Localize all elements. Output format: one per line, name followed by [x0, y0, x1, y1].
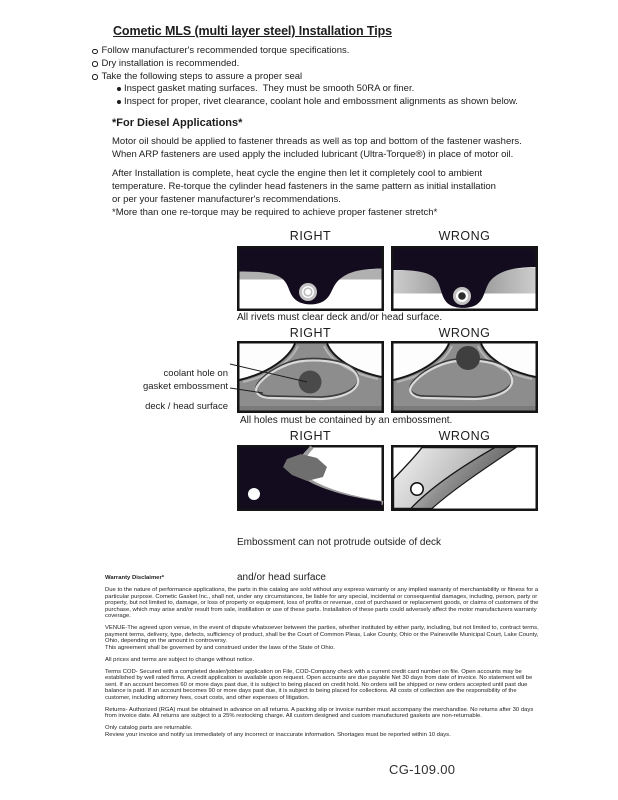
coolant-hole — [456, 346, 480, 370]
filled-dot-bullet-icon — [117, 100, 121, 104]
installation-tips-list — [92, 45, 518, 109]
diesel-applications-heading: *For Diesel Applications* — [112, 117, 243, 129]
label-line: deck / head surface — [145, 401, 228, 412]
legal-paragraph-venue: VENUE-The agreed upon venue, in the event of dispute whatsoever between the parties, whether instituted by either party, including, but not limited to, contract terms, payment terms, delivery, type, defects, sufficiency of product, shall be the Court of Common Pleas, Lake County, Ohio or the Painesville Municipal Court, Lake County, Ohio, depending on the amount in controversy. — [105, 625, 539, 644]
deck-edge-strip — [394, 406, 536, 411]
diesel-paragraph-1 — [112, 135, 522, 161]
wrong-label-row1: WRONG — [438, 229, 491, 243]
open-circle-bullet-icon — [92, 74, 98, 80]
list-item-text: Inspect for proper, rivet clearance, coolant hole and embossment alignments as shown below. — [124, 96, 518, 108]
gasket-embossment-label: gasket embossment — [142, 381, 228, 392]
paragraph-line: temperature. Re-torque the cylinder head fasteners in the same pattern as initial installation — [112, 181, 496, 193]
legal-paragraph-governing-law: This agreement shall be governed by and construed under the laws of the State of Ohio. — [105, 644, 335, 651]
list-item-text: Inspect gasket mating surfaces. They must be smooth 50RA or finer. — [124, 83, 415, 95]
legal-paragraph-warranty: Due to the nature of performance applications, the parts in this catalog are sold without any express warranty or any implied warranty of merchantability or fitness for a particular purpose. Cometic Gasket Inc., shall not, under any circumstances, be liable for any special, incidental or consequential damages, including, person, party or property, but not limited to, damage, or loss of property or equipment, loss of profits or revenue, cost of purchased or replacement goods, or claims of customers of the purchase, which may arise and/or result from sale, instillation or use of these parts. Installation of these parts could adversely affect the motor manufacturers warranty coverage. — [105, 587, 539, 619]
open-circle-bullet-icon — [92, 49, 98, 55]
diesel-paragraph-2 — [112, 167, 496, 207]
page-title: Cometic MLS (multi layer steel) Installation Tips — [113, 24, 392, 38]
list-item — [117, 83, 518, 96]
embossment-protrusion-right-diagram — [237, 445, 384, 511]
right-label-row3: RIGHT — [289, 429, 332, 443]
row2-caption: All holes must be contained by an embossment. — [240, 415, 453, 426]
rivet-icon — [299, 283, 317, 301]
list-item — [92, 71, 518, 84]
wrong-label-row3: WRONG — [438, 429, 491, 443]
row1-caption: All rivets must clear deck and/or head surface. — [237, 312, 443, 323]
list-item — [92, 58, 518, 71]
list-item — [92, 45, 518, 58]
embossment-protrusion-wrong-diagram — [391, 445, 538, 511]
legal-paragraph-terms: Terms COD- Secured with a completed dealer/jobber application on File, COD-Company check with a current credit card number on file. Open accounts may be established by well rated firms. A credit application is available upon request. Open accounts are due payable Net 30 days from date of invoice. No statement will be sent. If an account becomes 60 or more days past due, it is subject to being placed on credit hold. No orders will be shipped or new orders accepted until past due balance is paid. If an account becomes 90 or more days past due, it is subject to being placed for collections. All costs of collection are the responsibility of the customer, including attorney fees, court costs, and other expenses of litigation. — [105, 668, 533, 701]
embossment-leader-line — [230, 388, 263, 393]
rivet-icon — [453, 287, 471, 305]
list-item-text: Follow manufacturer's recommended torque specifications. — [101, 45, 350, 56]
embossment-containment-wrong-diagram — [391, 341, 538, 413]
paragraph-line: or per your fastener manufacturer's recommendations. — [112, 194, 341, 206]
rivet-clearance-wrong-diagram — [391, 246, 538, 311]
right-label-row2: RIGHT — [289, 326, 332, 340]
legal-paragraph-catalog-parts: Only catalog parts are returnable. — [105, 725, 193, 731]
list-item-text: Dry installation is recommended. — [101, 57, 240, 69]
retorque-note: *More than one re-torque may be required to achieve proper fastener stretch* — [112, 207, 438, 218]
caption-line: Embossment can not protrude outside of deck — [237, 537, 442, 548]
open-circle-bullet-icon — [92, 61, 98, 67]
document-code: CG-109.00 — [389, 762, 456, 777]
legal-paragraph-review-invoice: Review your invoice and notify us immediately of any incorrect or inaccurate information. Shortages must be reported within 10 days. — [105, 731, 451, 738]
legal-fine-print — [105, 575, 541, 738]
paragraph-line: When ARP fasteners are used apply the included lubricant (Ultra-Torque®) in place of motor oil. — [112, 149, 514, 161]
paragraph-line: Motor oil should be applied to fastener threads as well as top and bottom of the fastener washers. — [112, 136, 522, 147]
paragraph-line: After Installation is complete, heat cycle the engine then let it completely cool to ambient — [112, 168, 483, 179]
filled-dot-bullet-icon — [117, 87, 121, 91]
legal-paragraph-returns: Returns- Authorized (RGA) must be obtained in advance on all returns. A packing slip or invoice number must accompany the merchandise. No returns after 30 days from invoice date. All returns are subject to a 25% restocking charge. All custom designed and custom manufactured gaskets are non-returnable. — [105, 706, 534, 719]
right-label-row1: RIGHT — [289, 229, 332, 243]
caption-line: and/or head surface — [237, 571, 326, 583]
wrong-label-row2: WRONG — [438, 326, 491, 340]
coolant-hole-leader-line — [230, 364, 307, 382]
label-line: coolant hole on — [163, 368, 228, 379]
bolt-hole — [248, 488, 260, 500]
list-item — [117, 96, 518, 109]
legal-paragraph-prices: All prices and terms are subject to change without notice. — [105, 656, 254, 663]
list-item-text: Take the following steps to assure a proper seal — [101, 70, 303, 82]
warranty-disclaimer-heading: Warranty Disclaimer* — [105, 575, 165, 581]
bolt-hole — [411, 483, 423, 495]
label-leader-lines — [105, 338, 395, 418]
rivet-clearance-right-diagram — [237, 246, 384, 311]
